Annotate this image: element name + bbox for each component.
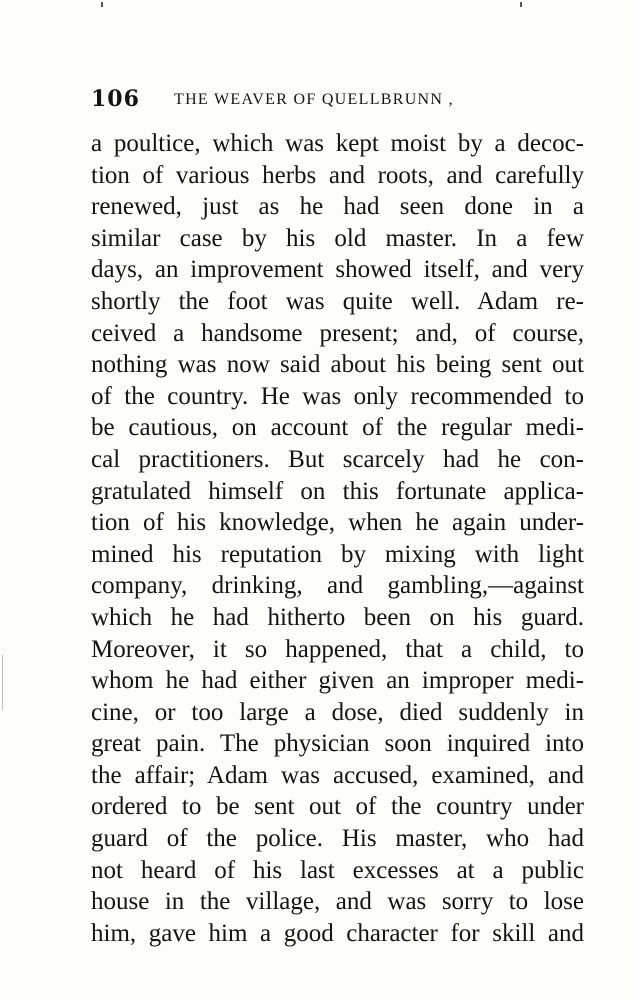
text-line: ceived a handsome present; and, of course, [91,319,584,347]
text-line: cine, or too large a dose, died suddenly in [91,698,584,726]
text-line: nothing was now said about his being sent out [91,351,584,379]
text-line: mined his reputation by mixing with light [91,540,584,568]
text-line: Moreover, it so happened, that a child, to [91,635,584,663]
text-line: company, drinking, and gambling,—against [91,572,584,600]
text-line: days, an improvement showed itself, and very [91,256,584,284]
text-line: ordered to be sent out of the country under [91,793,584,821]
text-line: the affair; Adam was accused, examined, and [91,761,584,789]
text-line: be cautious, on account of the regular medi- [91,414,584,442]
text-line: gratulated himself on this fortunate applica- [91,477,584,505]
page-number: 106 [91,86,140,112]
text-line: shortly the foot was quite well. Adam re- [91,287,584,315]
text-line: cal practitioners. But scarcely had he con- [91,445,584,473]
scan-speck [520,2,522,7]
text-line: great pain. The physician soon inquired into [91,730,584,758]
text-line: whom he had either given an improper medi- [91,667,584,695]
text-line: a poultice, which was kept moist by a decoc- [91,130,584,157]
scan-edge-specks [0,0,634,14]
text-line: renewed, just as he had seen done in a [91,193,584,221]
text-line: house in the village, and was sorry to lose [91,888,584,916]
scan-edge-mark [2,655,3,710]
running-title: THE WEAVER OF QUELLBRUNN , [174,91,454,108]
text-line: which he had hitherto been on his guard. [91,603,584,631]
text-line: similar case by his old master. In a few [91,224,584,252]
scan-speck [101,2,103,7]
text-line: him, gave him a good character for skill and [91,919,584,947]
text-line: of the country. He was only recommended to [91,382,584,410]
text-line: guard of the police. His master, who had [91,825,584,853]
text-line: not heard of his last excesses at a public [91,856,584,884]
text-line: tion of various herbs and roots, and carefully [91,161,584,189]
text-line: tion of his knowledge, when he again under- [91,509,584,537]
body-text [91,128,584,949]
page-header [91,84,571,114]
